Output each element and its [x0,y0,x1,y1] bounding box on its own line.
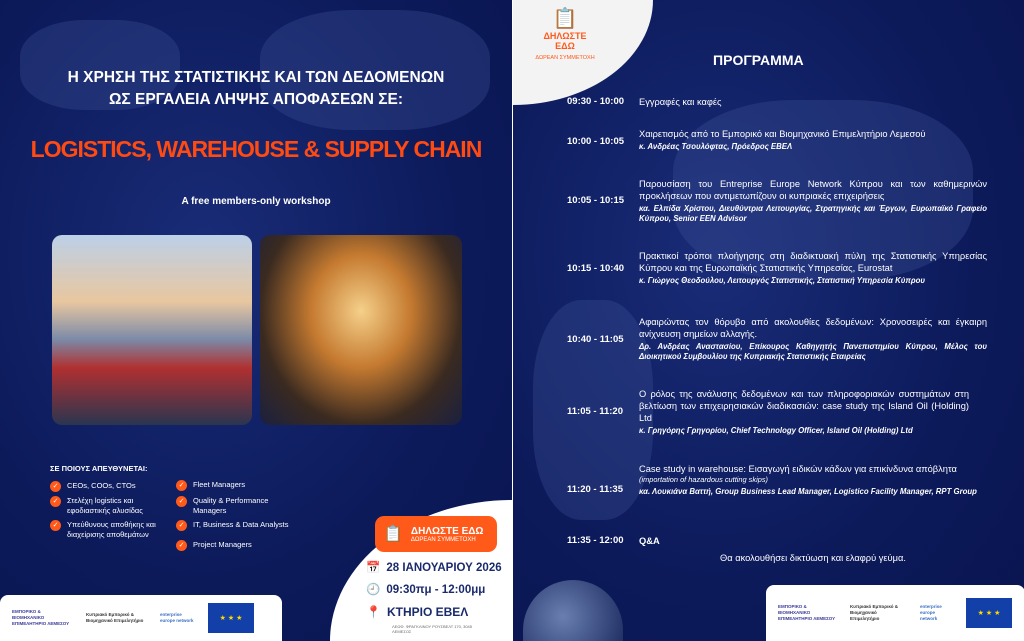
register-title: ΔΗΛΩΣΤΕ ΕΔΩ [410,525,484,537]
audience-item: ✓ Quality & Performance Managers [176,496,286,516]
closing-note: Θα ακολουθήσει δικτύωση και ελαφρύ γεύμα. [720,553,906,563]
event-subtitle: LOGISTICS, WAREHOUSE & SUPPLY CHAIN [30,136,482,162]
program-list [513,96,1024,563]
register-link[interactable] [533,6,597,61]
program-item: 11:20 - 11:35 Case study in warehouse: Εισαγωγή ειδικών κάδων για επικίνδυνα απόβλητα (importation of hazardous cutting skips) κα. Λουκιάνα Βαττή, Group Business Lead Manager, Logistico Facility Manager, RPT Group [567,464,977,496]
calendar-icon: 📅 [366,562,381,574]
check-icon: ✓ [176,496,187,507]
register-subtitle: ΔΩΡΕΑΝ ΣΥΜΜΕΤΟΧΗ [535,55,595,61]
event-venue: 📍 ΚΤΗΡΙΟ ΕΒΕΛ [366,605,469,619]
event-title: Η ΧΡΗΣΗ ΤΗΣ ΣΤΑΤΙΣΤΙΚΗΣ ΚΑΙ ΤΩΝ ΔΕΔΟΜΕΝΩΝ ΩΣ ΕΡΓΑΛΕΙΑ ΛΗΨΗΣ ΑΠΟΦΑΣΕΩΝ ΣΕ: [67,69,445,108]
audience-item: ✓ Project Managers [176,540,326,551]
check-icon: ✓ [176,520,187,531]
check-icon: ✓ [50,496,61,507]
program-item: 10:00 - 10:05 Χαιρετισμός από το Εμπορικό και Βιομηχανικό Επιμελητήριο Λεμεσού κ. Ανδρέας Τσουλόφτας, Πρόεδρος ΕΒΕΛ [567,129,926,151]
program-item: 10:40 - 11:05 Αφαιρώντας τον θόρυβο από ακολουθίες δεδομένων: Χρονοσειρές και έγκαιρη ανίχνευση σημείων αλλαγής. Δρ. Ανδρέας Αναστασίου, Επίκουρος Καθηγητής Πανεπιστημίου Κύπρου, Μέλος του Διοικητικού Συμβουλίου της Κυπριακής Στατιστικής Εταιρείας [567,317,987,361]
check-icon: ✓ [176,480,187,491]
globe-logistics-image [523,580,623,641]
eu-flag-icon: ★ ★ ★ [966,598,1012,628]
clock-icon: 🕘 [366,584,381,596]
eu-flag-icon: ★ ★ ★ [208,603,254,633]
chamber-logo: ΕΜΠΟΡΙΚΟ & ΒΙΟΜΗΧΑΝΙΚΟ ΕΠΙΜΕΛΗΤΗΡΙΟ ΛΕΜΕΣΟΥ [12,609,70,626]
program-title: ΠΡΟΓΡΑΜΜΑ [713,52,804,68]
register-subtitle: ΔΩΡΕΑΝ ΣΥΜΜΕΤΟΧΗ [410,536,476,543]
sponsor-logos [766,585,1024,641]
event-time: 🕘 09:30πμ - 12:00μμ [366,584,486,596]
program-item: 11:35 - 12:00 Q&A [567,535,660,546]
program-item: 10:15 - 10:40 Πρακτικοί τρόποι πλοήγησης στη διαδικτυακή πύλη της Στατιστικής Υπηρεσίας Κύπρου και της Ευρωπαϊκής Στατιστικής Υπηρεσίας, Eurostat κ. Γιώργος Θεοδούλου, Λειτουργός Στατιστικής, Στατιστική Υπηρεσία Κύπρου [567,251,987,285]
check-icon: ✓ [50,481,61,492]
venue-address: ΛΕΩΦ. ΦΡΑΓΚΛΙΝΟΥ ΡΟΥΣΒΕΛΤ 170, 3045 ΛΕΜΕΣΟΣ [392,624,472,634]
register-title: ΔΗΛΩΣΤΕ ΕΔΩ [543,31,587,51]
chamber-logo: ΕΜΠΟΡΙΚΟ & ΒΙΟΜΗΧΑΝΙΚΟ ΕΠΙΜΕΛΗΤΗΡΙΟ ΛΕΜΕΣΟΥ [778,604,836,621]
audience-item: ✓ Στελέχη logistics και εφοδιαστικής αλυσίδας [50,496,165,516]
ccci-logo: Κυπριακό Εμπορικό & Βιομηχανικό Επιμελητήριο [86,612,144,623]
clipboard-icon: 📋 [552,8,578,30]
check-icon: ✓ [50,520,61,531]
audience-item: ✓ Fleet Managers [176,480,326,491]
flyer-right-page [512,0,1024,641]
audience-item: ✓ Υπεύθυνους αποθήκης και διαχείρισης αποθεμάτων [50,520,165,540]
register-button[interactable] [375,516,497,552]
audience-heading: ΣΕ ΠΟΙΟΥΣ ΑΠΕΥΘΥΝΕΤΑΙ: [50,464,148,473]
warehouse-truck-photo [260,235,462,425]
program-item: 09:30 - 10:00 Εγγραφές και καφές [567,96,722,107]
een-logo: enterprise europe network [160,612,194,623]
logistics-photo [52,235,252,425]
een-logo: enterprise europe network [920,604,942,621]
tagline: A free members-only workshop [181,196,331,207]
sponsor-logos [0,595,282,641]
program-item: 11:05 - 11:20 Ο ρόλος της ανάλυσης δεδομένων και των πληροφοριακών συστημάτων στη βελτίωση των επιχειρησιακών διαδικασιών: case study της Island Oil (Holding) Ltd κ. Γρηγόρης Γρηγορίου, Chief Technology Officer, Island Oil (Holding) Ltd [567,389,969,435]
program-item: 10:05 - 10:15 Παρουσίαση του Entreprise Europe Network Κύπρου και των καθημερινών προκλήσεων που αντιμετωπίζουν οι κυπριακές επιχειρήσεις κα. Ελπίδα Χρίστου, Διευθύντρια Λειτουργίας, Στρατηγικής και Έργων, Ευρωπαϊκό Γραφείο Κύπρου, Senior EEN Advisor [567,179,987,223]
location-pin-icon: 📍 [366,605,381,619]
event-date: 📅 28 ΙΑΝΟΥΑΡΙΟΥ 2026 [366,562,502,574]
audience-item: ✓ CEOs, COOs, CTOs [50,481,165,492]
clipboard-icon: 📋 [383,526,403,543]
audience-item: ✓ IT, Business & Data Analysts [176,520,326,531]
ccci-logo: Κυπριακό Εμπορικό & Βιομηχανικό Επιμελητήριο [850,604,898,621]
check-icon: ✓ [176,540,187,551]
